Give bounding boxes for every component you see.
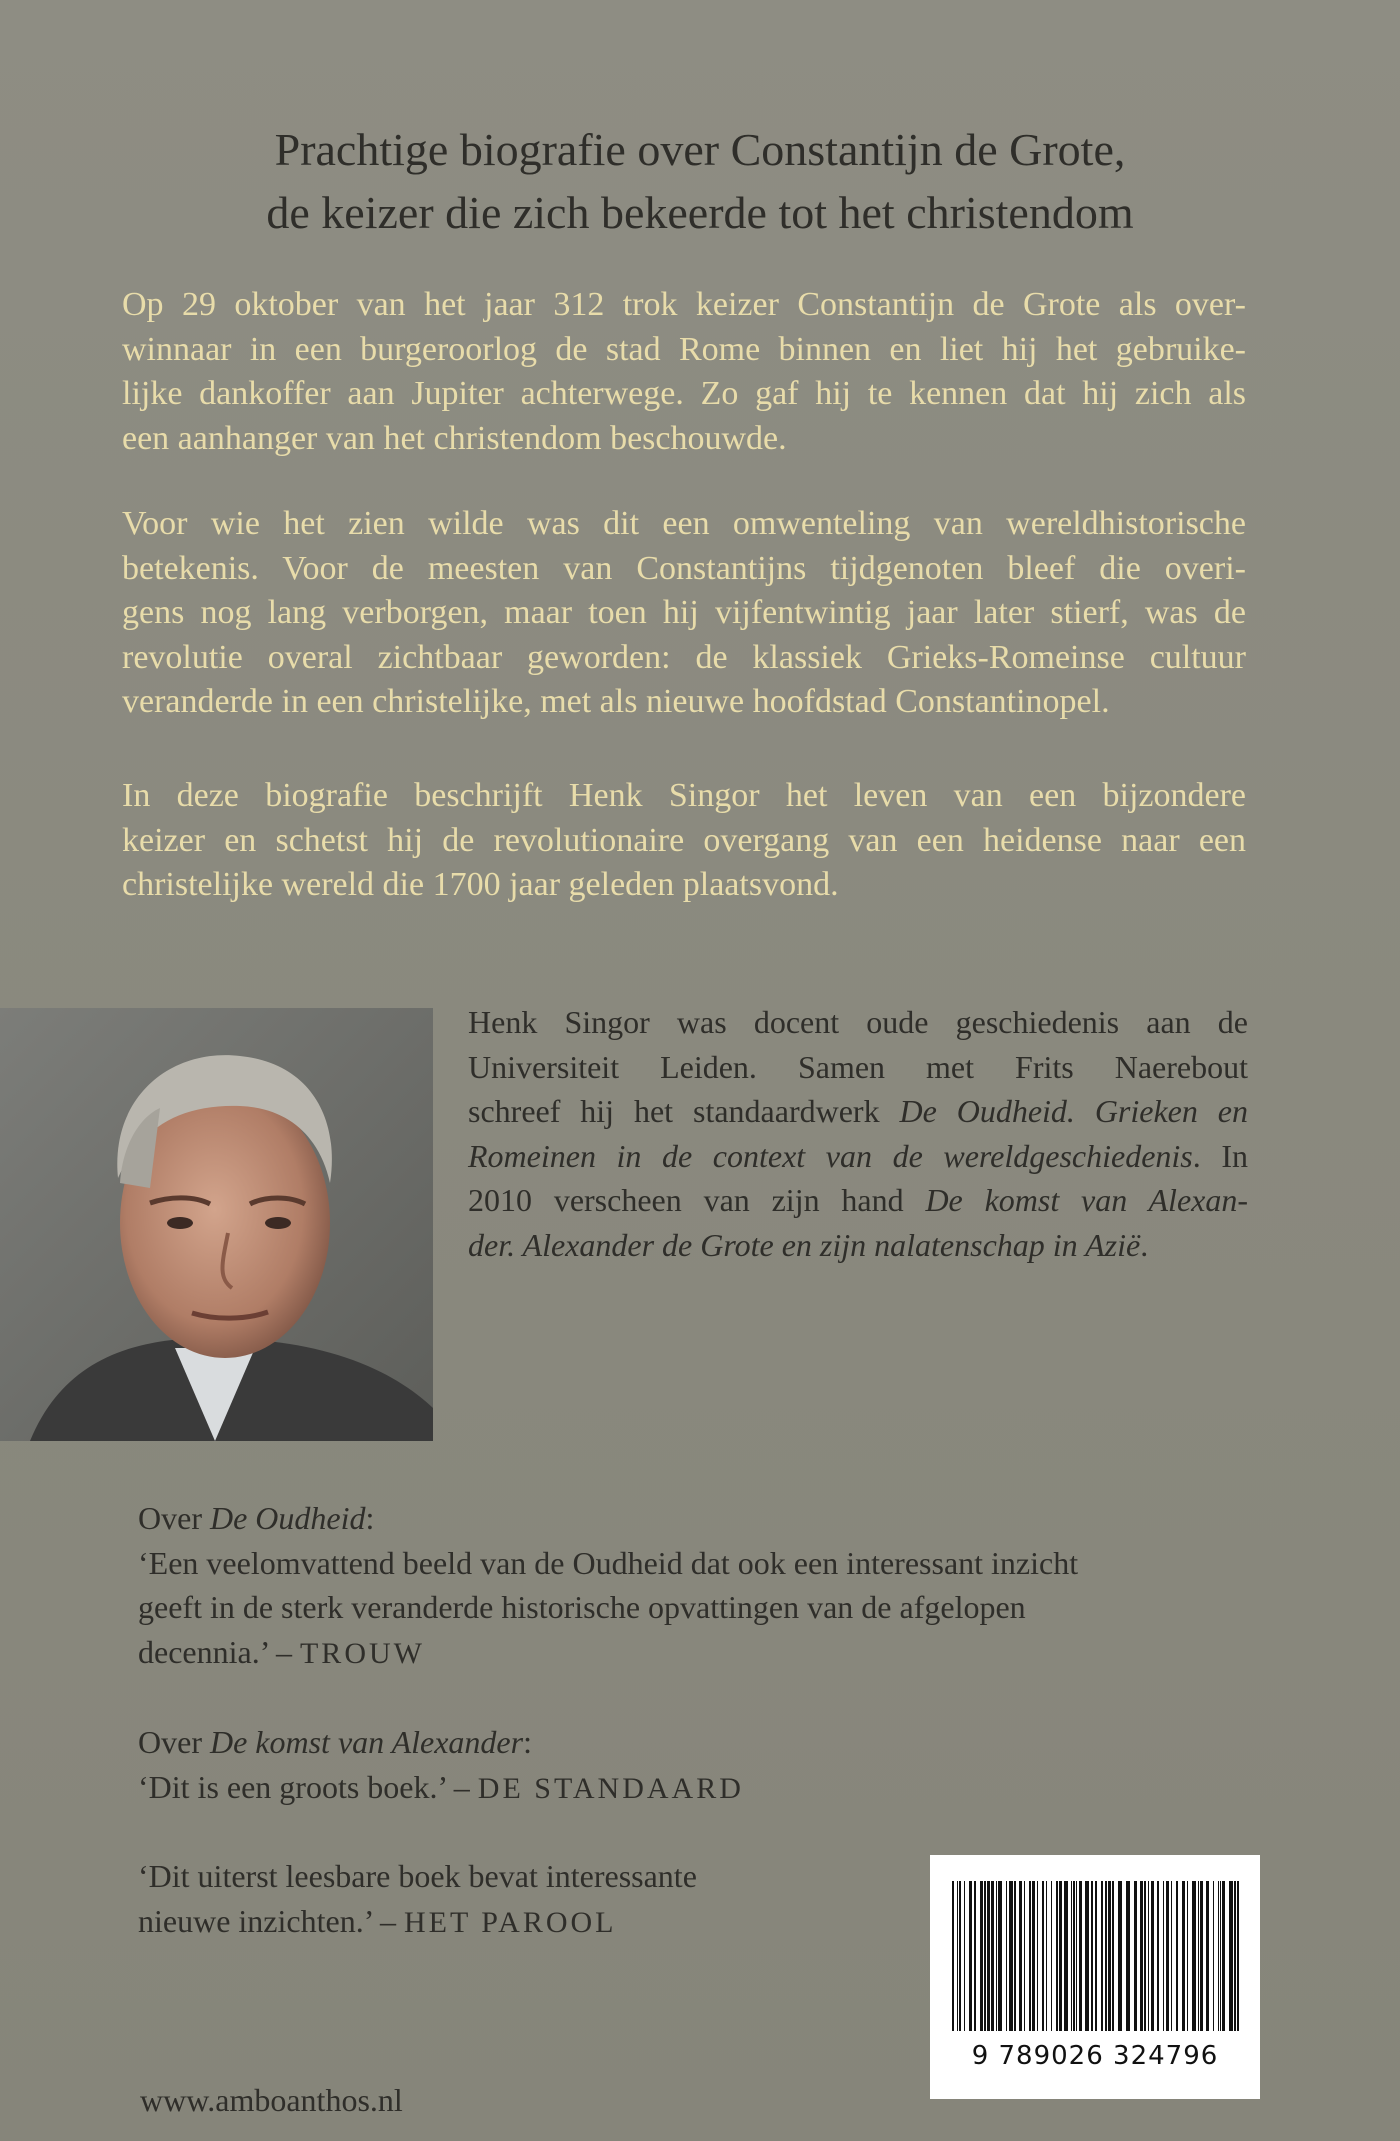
barcode-bar: [1095, 1881, 1097, 2031]
blurb-line: betekenis. Voor de meesten van Constantijns tijdgenoten bleef die overi-: [122, 549, 1246, 587]
barcode-bar: [1222, 1881, 1225, 2031]
barcode-bar: [1051, 1881, 1052, 2031]
author-portrait-icon: [0, 1008, 433, 1441]
review-over: Over: [138, 1500, 210, 1536]
barcode-bar: [984, 1881, 986, 2031]
blurb-line: Voor wie het zien wilde was dit een omwenteling van wereldhistorische: [122, 505, 1246, 542]
barcode-bar: [1198, 1881, 1199, 2031]
author-photo: [0, 1008, 433, 1441]
barcode-bar: [1059, 1881, 1062, 2031]
bio-text: 2010 verscheen van zijn hand: [468, 1182, 926, 1218]
barcode-bar: [1079, 1881, 1082, 2031]
barcode-bar: [1071, 1881, 1072, 2031]
review-quote-2: [138, 1720, 744, 1811]
barcode-bar: [1064, 1881, 1068, 2031]
barcode-bar: [1056, 1881, 1058, 2031]
review-over: Over: [138, 1724, 210, 1760]
barcode-bar: [996, 1881, 997, 2031]
book-title-de-oudheid: De Oudheid. Grieken en: [899, 1093, 1249, 1129]
barcode-bar: [1073, 1881, 1075, 2031]
blurb-line: lijke dankoffer aan Jupiter achterwege. Zo gaf hij te kennen dat hij zich als: [122, 375, 1246, 412]
book-title-komst: De komst van Alexan-: [925, 1182, 1249, 1218]
barcode-bar: [1144, 1881, 1146, 2031]
barcode-bar: [980, 1881, 983, 2031]
barcode-bar: [1134, 1881, 1137, 2031]
barcode-bar: [1042, 1881, 1044, 2031]
blurb-line: winnaar in een burgeroorlog de stad Rome binnen en liet hij het gebruike-: [122, 330, 1246, 368]
bio-line: [468, 1089, 1248, 1134]
review-source: DE STANDAARD: [477, 1771, 744, 1805]
barcode-bar: [1024, 1881, 1025, 2031]
bio-text: . In: [1192, 1137, 1249, 1174]
barcode-bar: [1234, 1881, 1236, 2031]
isbn-number: 9 789026 324796: [971, 2041, 1219, 2071]
barcode-bar: [964, 1881, 965, 2031]
bio-line: Universiteit Leiden. Samen met Frits Naerebout: [468, 1048, 1248, 1085]
barcode-bar: [959, 1881, 961, 2031]
headline: [0, 118, 1400, 244]
blurb-line: veranderde in een christelijke, met als nieuwe hoofdstad Constantinopel.: [122, 683, 1110, 720]
review-quote-3: [138, 1854, 697, 1945]
barcode-bar: [1148, 1881, 1149, 2031]
barcode-bar: [998, 1881, 1002, 2031]
barcode-bar: [1206, 1881, 1209, 2031]
barcode-bar: [1029, 1881, 1031, 2031]
review-text: ‘Dit is een groots boek.’ –: [138, 1768, 478, 1805]
barcode-bar: [1126, 1881, 1130, 2031]
barcode-bar: [1019, 1881, 1022, 2031]
headline-line-2: de keizer die zich bekeerde tot het christendom: [266, 187, 1134, 238]
barcode-bar: [1105, 1881, 1107, 2031]
review-book-title: De Oudheid: [209, 1500, 366, 1536]
barcode-bar: [1220, 1881, 1221, 2031]
blurb-line: christelijke wereld die 1700 jaar geleden plaatsvond.: [122, 866, 839, 903]
author-bio: [468, 1000, 1248, 1267]
blurb-paragraph-2: [122, 502, 1246, 725]
review-quote-1: [138, 1496, 1078, 1676]
review-text: decennia.’ –: [138, 1633, 300, 1670]
barcode-bar: [1112, 1881, 1114, 2031]
barcode-bar: [1118, 1881, 1122, 2031]
barcode-bar: [1237, 1881, 1239, 2031]
barcode-bar: [1151, 1881, 1154, 2031]
barcode-bar: [987, 1881, 990, 2031]
review-heading: [138, 1496, 1078, 1541]
blurb-line: In deze biografie beschrijft Henk Singor het leven van een bijzondere: [122, 777, 1246, 814]
barcode-bar: [991, 1881, 994, 2031]
barcode-bar: [1163, 1881, 1164, 2031]
review-heading: [138, 1720, 744, 1765]
barcode-bar: [1192, 1881, 1196, 2031]
headline-line-1: Prachtige biografie over Constantijn de Grote,: [274, 124, 1126, 175]
review-line: [138, 1899, 697, 1946]
barcode-bar: [1182, 1881, 1185, 2031]
review-line: ‘Een veelomvattend beeld van de Oudheid dat ook een interessant inzicht: [138, 1544, 1079, 1581]
barcode-bar: [1014, 1881, 1016, 2031]
book-title-komst-cont: der. Alexander de Grote en zijn nalatenschap in Azië: [468, 1226, 1141, 1263]
barcode-bar: [1218, 1881, 1219, 2031]
barcode: [930, 1855, 1260, 2099]
bio-text: .: [1140, 1226, 1149, 1263]
barcode-bar: [1213, 1881, 1214, 2031]
review-line: geeft in de sterk veranderde historische opvattingen van de afgelopen: [138, 1589, 1026, 1625]
blurb-line: revolutie overal zichtbaar geworden: de klassiek Grieks-Romeinse cultuur: [122, 638, 1246, 676]
bio-line: [468, 1223, 1248, 1268]
barcode-bar: [1091, 1881, 1093, 2031]
blurb-line: gens nog lang verborgen, maar toen hij vijfentwintig jaar later stierf, was de: [122, 594, 1246, 631]
barcode-bar: [952, 1881, 954, 2031]
barcode-bar: [1006, 1881, 1007, 2031]
blurb-line: een aanhanger van het christendom beschouwde.: [122, 419, 787, 457]
blurb-line: Op 29 oktober van het jaar 312 trok keizer Constantijn de Grote als over-: [122, 286, 1246, 323]
blurb-paragraph-3: [122, 774, 1246, 908]
review-line: [138, 1630, 1078, 1677]
barcode-bar: [1101, 1881, 1103, 2031]
barcode-bar: [1229, 1881, 1233, 2031]
barcode-bar: [974, 1881, 976, 2031]
barcode-bar: [1171, 1881, 1172, 2031]
review-text: nieuwe inzichten.’ –: [138, 1902, 404, 1939]
review-book-title: De komst van Alexander: [209, 1724, 524, 1760]
blurb-paragraph-1: [122, 283, 1246, 461]
review-line: [138, 1765, 744, 1812]
barcode-bar: [1176, 1881, 1178, 2031]
publisher-website: www.amboanthos.nl: [140, 2082, 403, 2118]
blurb-line: keizer en schetst hij de revolutionaire overgang van een heidense naar een: [122, 821, 1246, 859]
barcode-bar: [1166, 1881, 1169, 2031]
barcode-bar: [1140, 1881, 1143, 2031]
barcode-bar: [1108, 1881, 1111, 2031]
barcode-bar: [1085, 1881, 1089, 2031]
barcode-bar: [1200, 1881, 1203, 2031]
bio-line: [468, 1178, 1248, 1223]
bio-line: Henk Singor was docent oude geschiedenis aan de: [468, 1004, 1248, 1040]
barcode-bar: [1032, 1881, 1035, 2031]
review-source: TROUW: [299, 1636, 425, 1670]
review-colon: :: [365, 1500, 375, 1536]
bio-line: [468, 1134, 1248, 1179]
barcode-bar: [1009, 1881, 1013, 2031]
review-source: HET PAROOL: [403, 1905, 617, 1939]
barcode-bar: [1187, 1881, 1188, 2031]
barcode-bar: [1157, 1881, 1159, 2031]
barcode-bar: [1037, 1881, 1038, 2031]
bio-text: schreef hij het standaardwerk: [468, 1093, 900, 1129]
barcode-bar: [969, 1881, 972, 2031]
barcode-bar: [957, 1881, 958, 2031]
review-line: ‘Dit uiterst leesbare boek bevat interessante: [138, 1858, 697, 1894]
book-subtitle: Romeinen in de context van de wereldgeschiedenis: [468, 1137, 1193, 1174]
review-colon: :: [523, 1724, 532, 1760]
barcode-bar: [1076, 1881, 1077, 2031]
barcode-bar: [1046, 1881, 1047, 2031]
